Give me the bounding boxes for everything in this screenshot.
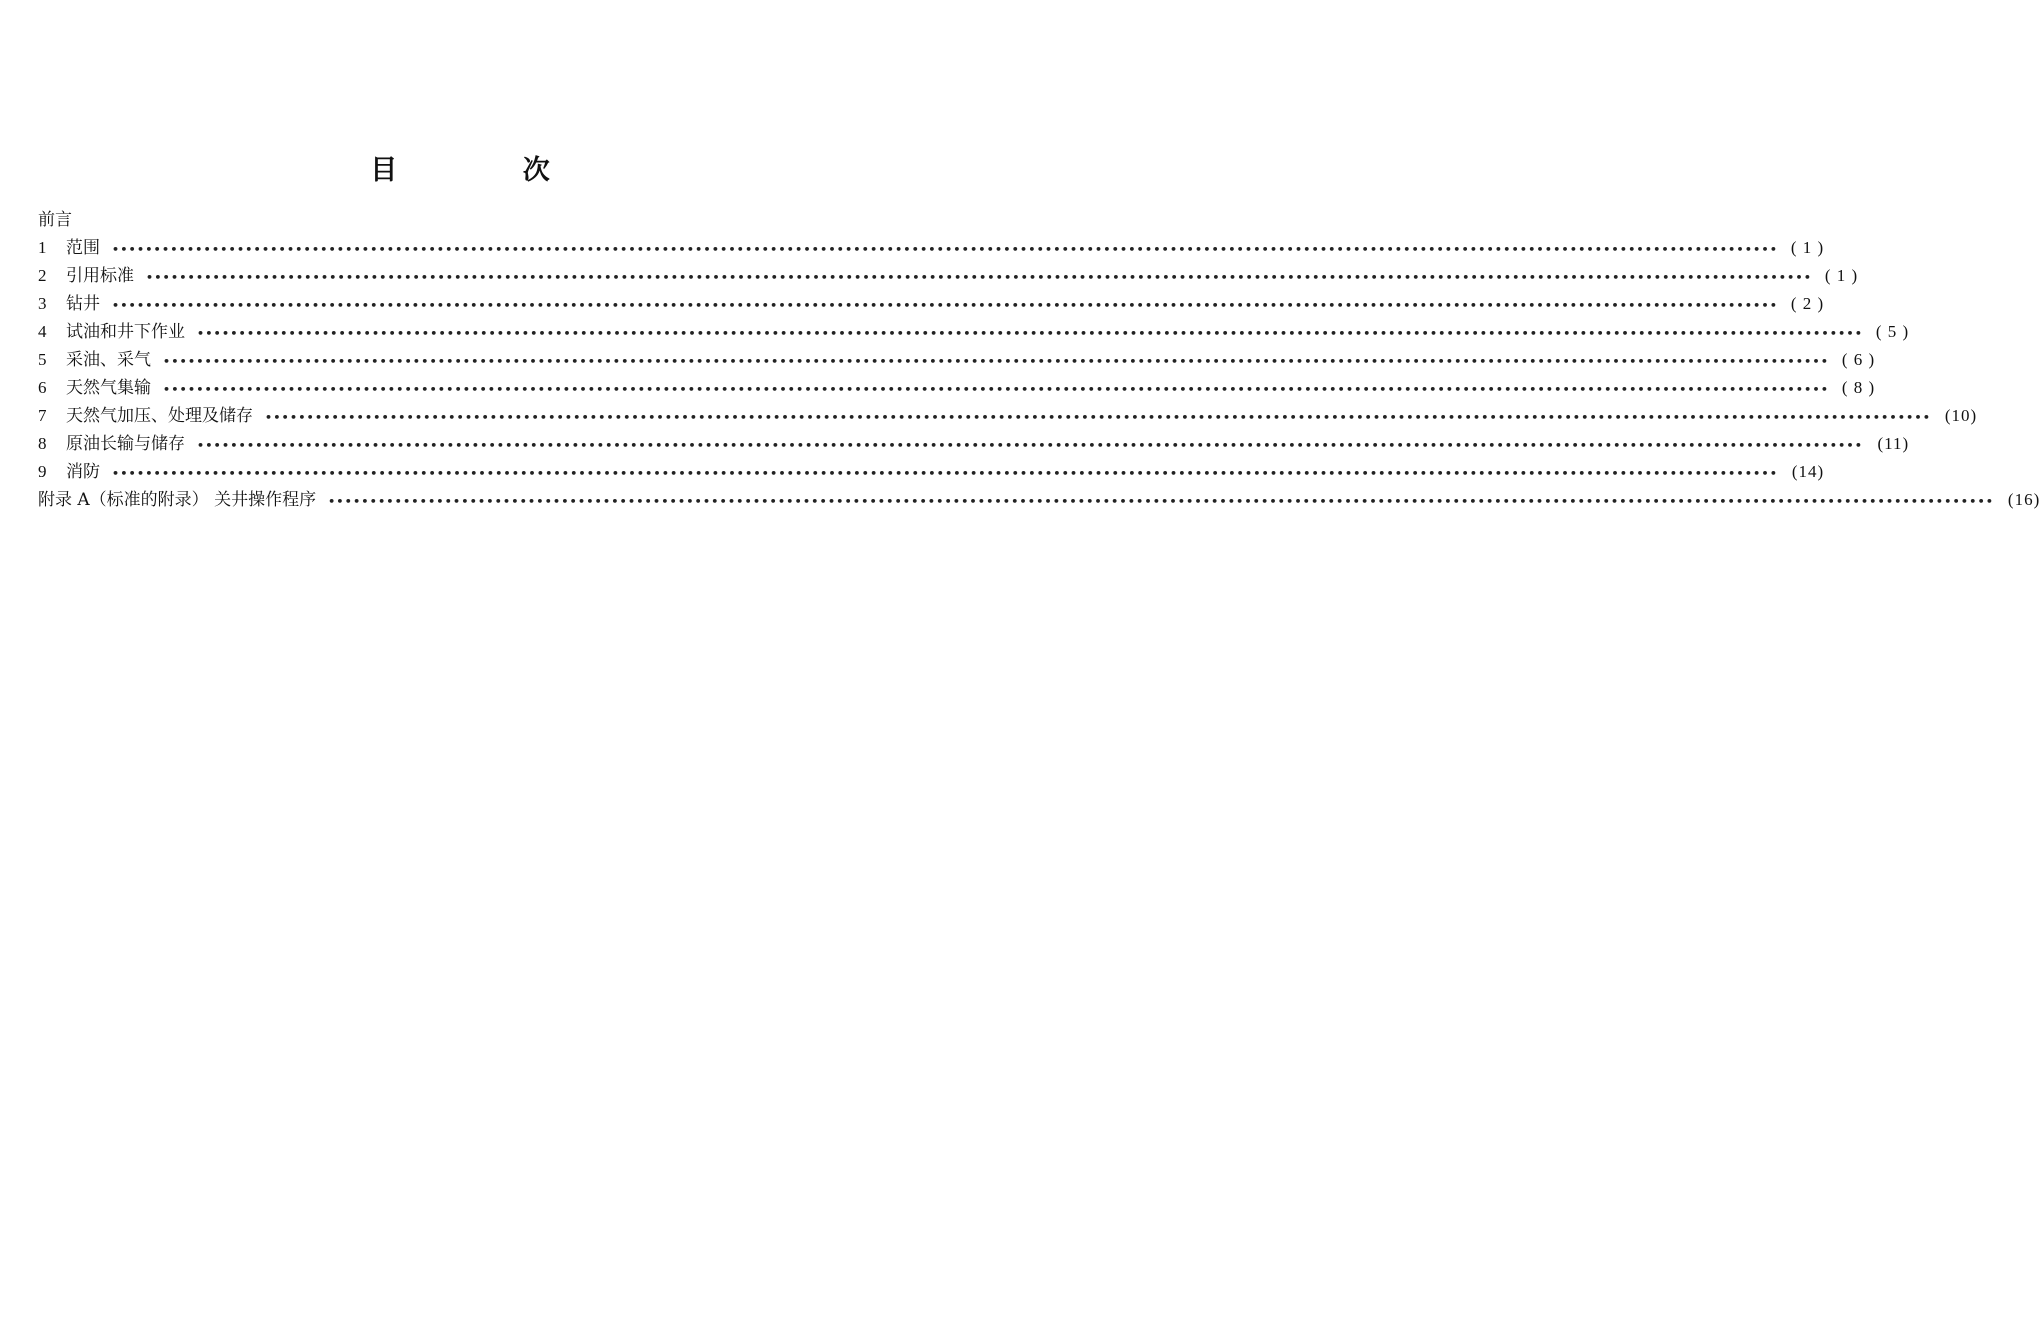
dot-leader: •••••••••••••••••••••••••••••••••••••••••••••••••••••••••••••••••••••••••••••••••••••••••••••••••••••••••••••••••••••••••••••••••••••••••••••••••••••••••••••••••••••••••••••••••••••••••••••••••••••••• (197, 327, 1864, 340)
toc-entry-page: (10) (1944, 406, 1978, 425)
dot-leader: •••••••••••••••••••••••••••••••••••••••••••••••••••••••••••••••••••••••••••••••••••••••••••••••••••••••••••••••••••••••••••••••••••••••••••••••••••••••••••••••••••••••••••••••••••••••••••••••••••••••• (112, 299, 1779, 312)
dot-leader: •••••••••••••••••••••••••••••••••••••••••••••••••••••••••••••••••••••••••••••••••••••••••••••••••••••••••••••••••••••••••••••••••••••••••••••••••••••••••••••••••••••••••••••••••••••••••••••••••••••••• (328, 495, 1995, 508)
toc-entry-number: 2 (38, 266, 47, 285)
toc-entry-page: ( 5 ) (1875, 322, 1910, 341)
toc-entry-number: 7 (38, 406, 47, 425)
dot-leader: •••••••••••••••••••••••••••••••••••••••••••••••••••••••••••••••••••••••••••••••••••••••••••••••••••••••••••••••••••••••••••••••••••••••••••••••••••••••••••••••••••••••••••••••••••••••••••••••••••••••• (112, 467, 1779, 480)
toc-entry-number: 4 (38, 322, 47, 341)
toc-entry[interactable] (38, 318, 1910, 346)
toc-entry-page: (16) (2007, 490, 2040, 509)
toc-entry[interactable] (38, 430, 1910, 458)
toc-entry-label: 附录 A（标准的附录） 关井操作程序 (38, 490, 317, 510)
dot-leader: •••••••••••••••••••••••••••••••••••••••••••••••••••••••••••••••••••••••••••••••••••••••••••••••••••••••••••••••••••••••••••••••••••••••••••••••••••••••••••••••••••••••••••••••••••••••••••••••••••••••• (112, 243, 1779, 256)
toc-entry[interactable] (38, 374, 1876, 402)
toc-entry-number: 6 (38, 378, 47, 397)
toc-entry-page: (14) (1791, 462, 1825, 481)
toc-entry-page: ( 1 ) (1824, 266, 1859, 285)
toc-entry-label: 天然气加压、处理及储存 (66, 406, 253, 426)
toc-entry-page: ( 8 ) (1841, 378, 1876, 397)
dot-leader: •••••••••••••••••••••••••••••••••••••••••••••••••••••••••••••••••••••••••••••••••••••••••••••••••••••••••••••••••••••••••••••••••••••••••••••••••••••••••••••••••••••••••••••••••••••••••••••••••••••••• (163, 383, 1830, 396)
toc-entry-number: 5 (38, 350, 47, 369)
toc-entry-page: ( 1 ) (1790, 238, 1825, 257)
toc-entry[interactable] (38, 346, 1876, 374)
toc-entry-number: 8 (38, 434, 47, 453)
toc-entry-label: 原油长输与储存 (66, 434, 185, 454)
toc-entry-label: 钻井 (66, 294, 100, 314)
toc-entry-page: (11) (1877, 434, 1910, 453)
toc-entry[interactable] (38, 262, 1859, 290)
toc-preface[interactable]: 前言 (38, 210, 72, 230)
toc-entry-label: 采油、采气 (66, 350, 151, 370)
toc-entry-label: 天然气集输 (66, 378, 151, 398)
toc-entry[interactable] (38, 458, 1825, 486)
toc-entry-number: 1 (38, 238, 47, 257)
toc-entry-appendix[interactable] (38, 486, 2040, 514)
toc-entry-number: 3 (38, 294, 47, 313)
toc-entry-page: ( 2 ) (1790, 294, 1825, 313)
toc-entry-label: 消防 (66, 462, 100, 482)
dot-leader: •••••••••••••••••••••••••••••••••••••••••••••••••••••••••••••••••••••••••••••••••••••••••••••••••••••••••••••••••••••••••••••••••••••••••••••••••••••••••••••••••••••••••••••••••••••••••••••••••••••••• (163, 355, 1830, 368)
toc-entry-label: 引用标准 (66, 266, 134, 286)
toc-entry-label: 试油和井下作业 (66, 322, 185, 342)
toc-entry-page: ( 6 ) (1841, 350, 1876, 369)
toc-entry-number: 9 (38, 462, 47, 481)
dot-leader: •••••••••••••••••••••••••••••••••••••••••••••••••••••••••••••••••••••••••••••••••••••••••••••••••••••••••••••••••••••••••••••••••••••••••••••••••••••••••••••••••••••••••••••••••••••••••••••••••••••••• (146, 271, 1813, 284)
toc-entry[interactable] (38, 290, 1825, 318)
page-title: 目 次 (370, 155, 608, 186)
toc-entry-label: 范围 (66, 238, 100, 258)
toc-entry[interactable] (38, 234, 1825, 262)
dot-leader: •••••••••••••••••••••••••••••••••••••••••••••••••••••••••••••••••••••••••••••••••••••••••••••••••••••••••••••••••••••••••••••••••••••••••••••••••••••••••••••••••••••••••••••••••••••••••••••••••••••••• (265, 411, 1932, 424)
toc-entry[interactable] (38, 402, 1978, 430)
dot-leader: •••••••••••••••••••••••••••••••••••••••••••••••••••••••••••••••••••••••••••••••••••••••••••••••••••••••••••••••••••••••••••••••••••••••••••••••••••••••••••••••••••••••••••••••••••••••••••••••••••••••• (197, 439, 1864, 452)
table-of-contents (38, 206, 2040, 514)
